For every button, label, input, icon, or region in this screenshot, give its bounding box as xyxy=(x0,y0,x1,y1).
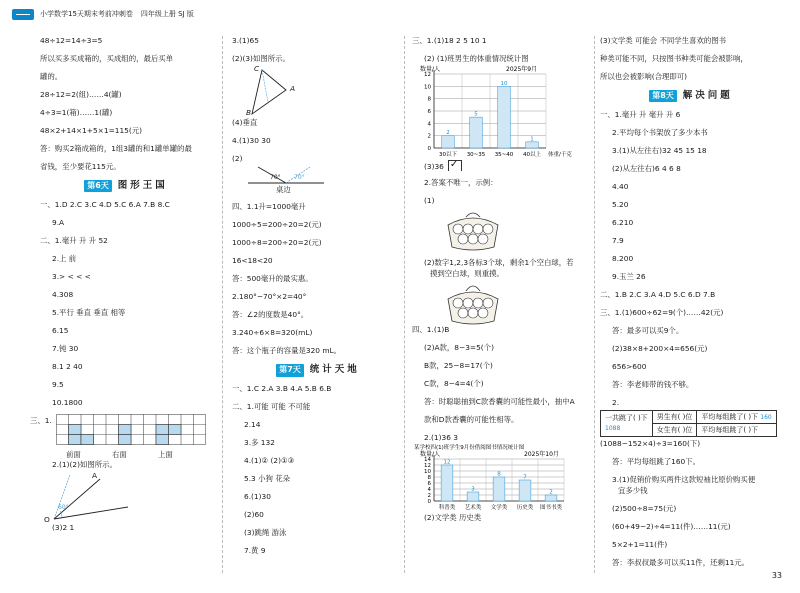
answer-line: 四、1.1升=1000毫升 xyxy=(232,202,306,212)
x-tick-label: 历史类 xyxy=(516,505,534,512)
answer-line: (2) xyxy=(232,154,243,164)
section-title: 解决问题 xyxy=(682,90,733,102)
data-label: 5 xyxy=(474,111,478,118)
answer-line: 罐的。 xyxy=(40,71,63,81)
chart-title: 某学校四(1)班学生9月份借阅图书情况统计图 xyxy=(414,445,525,452)
view-label-top: 上面 xyxy=(158,450,173,460)
answer-line: (3)跳绳 游泳 xyxy=(244,528,287,538)
y-tick-label: 12 xyxy=(424,72,431,79)
section-heading-day7 xyxy=(232,361,404,379)
triangle-figure xyxy=(232,64,404,118)
answer-line: 答：李老师带的钱不够。 xyxy=(612,380,694,390)
day-badge: 第6天 xyxy=(84,180,112,192)
y-tick-label: 8 xyxy=(427,96,431,103)
y-tick-label: 0 xyxy=(427,146,431,153)
table-cell: 女生有( )位 xyxy=(652,424,697,437)
ball-bag-icon xyxy=(438,279,508,325)
answer-line: 5.3 小狗 花朵 xyxy=(244,474,291,484)
filled-value: 1088 xyxy=(605,425,621,433)
answer-line: 28÷12=2(组)……4(罐) xyxy=(40,89,122,99)
data-label: 2 xyxy=(446,130,450,137)
answer-line: 答：最多可以买9个。 xyxy=(612,326,684,336)
data-label: 10 xyxy=(500,81,508,88)
table-cell: 平均每组跳了( )下 xyxy=(697,424,776,437)
answer-line: 1000÷5=200÷20=2(元) xyxy=(232,220,322,230)
spine-divider xyxy=(404,36,405,573)
view-grid xyxy=(56,414,206,448)
answer-line: 答：时聪聪抽到C款香囊的可能性最小，抽中A xyxy=(424,396,575,406)
table-cell-text: 平均每组跳了( )下 xyxy=(701,412,759,421)
point-label: A xyxy=(92,470,98,480)
ball-bag-icon xyxy=(438,207,508,251)
answer-text: (3)36 xyxy=(424,162,444,171)
column-4 xyxy=(600,36,782,568)
data-label: 3 xyxy=(471,486,475,493)
answer-line: 2.上 前 xyxy=(52,254,77,264)
answer-line: 9.玉兰 26 xyxy=(612,272,646,282)
y-tick-label: 4 xyxy=(427,487,431,494)
x-tick-label: 30以下 xyxy=(439,152,457,159)
column-divider xyxy=(594,36,595,573)
view-label-right: 右面 xyxy=(112,450,127,460)
section-heading-day6 xyxy=(40,177,212,195)
answer-line: 5.平行 垂直 垂直 相等 xyxy=(52,308,126,318)
answer-line: 5×2+1=11(件) xyxy=(612,539,668,549)
day-badge: 第7天 xyxy=(276,364,304,376)
point-label: O xyxy=(44,514,50,524)
answer-line: (2)从左往右)6 4 6 8 xyxy=(612,164,681,174)
answer-line: (2)数字1,2,3各标3个球，剩余1个空白球，若 xyxy=(424,258,574,268)
column-2 xyxy=(232,36,404,557)
angle-drawing xyxy=(48,471,128,523)
answer-line: (2)(3)如图所示。 xyxy=(232,53,290,63)
brand-logo xyxy=(12,9,34,20)
answer-line: 2. xyxy=(612,398,620,408)
answer-line: (2)A款，8−3=5(个) xyxy=(424,342,494,352)
answer-line: 6.210 xyxy=(612,218,634,228)
answer-line: 摸到空白球，则重摸。 xyxy=(430,268,504,278)
desk-angle-figure xyxy=(232,165,404,195)
answer-line: 二、1.B 2.C 3.A 4.D 5.C 6.D 7.B xyxy=(600,290,716,300)
answer-line: 48×2+14×1+5×1=115(元) xyxy=(40,125,143,135)
answer-line: 4÷3=1(箱)……1(罐) xyxy=(40,107,113,117)
answer-line: 所以买多买成箱的，买成组的，最后买单 xyxy=(40,53,174,63)
column-3 xyxy=(412,36,588,523)
y-tick-label: 2 xyxy=(427,493,431,500)
check-box-icon xyxy=(448,160,462,170)
table-cell xyxy=(601,411,653,437)
answer-line: 6.(1)30 xyxy=(244,492,271,502)
answer-line: 2.答案不唯一，示例： xyxy=(424,178,498,188)
y-tick-label: 2 xyxy=(427,133,431,140)
y-tick-label: 12 xyxy=(424,463,431,470)
chart-date: 2025年9月 xyxy=(506,66,538,74)
y-axis-label: 数量/人 xyxy=(420,451,441,459)
answer-line: B款，25−8=17(个) xyxy=(424,360,493,370)
answer-line: (60+49−2)÷4=11(件)……11(元) xyxy=(612,521,731,531)
bar xyxy=(519,480,531,501)
x-tick-label: 科普类 xyxy=(438,505,456,512)
answer-line: 1000÷8=200÷20=2(元) xyxy=(232,238,322,248)
bar xyxy=(545,495,557,501)
answer-line: (3)2 1 xyxy=(52,522,75,532)
answer-line: 10.1800 xyxy=(52,398,83,408)
answer-line: 3.(1)促销价购买两件这款短袖比原价购买便 xyxy=(612,475,756,485)
answer-line: 所以也会被影响(合理即可) xyxy=(600,71,688,81)
answer-line: 16<18<20 xyxy=(232,256,273,266)
answer-line: 省钱，至少要花115元。 xyxy=(40,161,121,171)
answer-line: C款，8−4=4(个) xyxy=(424,378,484,388)
bar xyxy=(441,465,453,501)
x-tick-label: 文学类 xyxy=(490,505,508,512)
answer-line: (2)文学类 历史类 xyxy=(424,513,482,523)
section-title: 图形王国 xyxy=(117,180,168,192)
x-tick-label: 图书书类 xyxy=(539,505,563,512)
weight-bar-chart xyxy=(412,64,588,160)
answer-line: 一、1.D 2.C 3.C 4.D 5.C 6.A 7.B 8.C xyxy=(40,200,170,210)
answer-line: 4.40 xyxy=(612,182,629,192)
answer-line: 答：500毫升的最实惠。 xyxy=(232,274,313,284)
y-tick-label: 6 xyxy=(427,481,431,488)
answer-line: 3.> < < < xyxy=(52,272,91,282)
bar xyxy=(493,477,505,501)
question-number: 三、1. xyxy=(30,416,52,426)
answer-line: 8.200 xyxy=(612,254,634,264)
answer-line: 二、1.毫升 升 升 52 xyxy=(40,236,108,246)
three-views-figure xyxy=(30,414,212,460)
bar xyxy=(498,87,511,149)
answer-line: 9.5 xyxy=(52,380,64,390)
answer-line: 3.(1)从左往右)32 45 15 18 xyxy=(612,146,707,156)
answer-line: 2.180°−70°×2=40° xyxy=(232,292,307,302)
answer-line: 656>600 xyxy=(612,362,647,372)
answer-line: 7.9 xyxy=(612,236,624,246)
answer-line: (2)38×8+200×4=656(元) xyxy=(612,344,708,354)
answer-line: 5.20 xyxy=(612,200,629,210)
answer-line: 答：购买2箱成箱的，1组3罐的和1罐单罐的最 xyxy=(40,143,192,153)
data-label: 12 xyxy=(443,459,451,466)
answer-line: (1) xyxy=(424,196,435,206)
vertex-label: C xyxy=(254,64,260,74)
answer-line: 答：李叔叔最多可以买11件，还剩11元。 xyxy=(612,557,750,567)
header-title xyxy=(40,9,194,19)
data-label: 8 xyxy=(497,471,501,478)
column-1 xyxy=(30,36,212,533)
answer-line: 3.多 132 xyxy=(244,438,275,448)
library-bar-chart xyxy=(412,443,588,513)
table-cell xyxy=(697,411,776,424)
answer-line xyxy=(412,160,588,170)
answer-line: 一、1.C 2.A 3.B 4.A 5.B 6.B xyxy=(232,384,332,394)
column-divider xyxy=(222,36,223,573)
answer-line: 7.钝 30 xyxy=(52,344,79,354)
answer-line: 4.308 xyxy=(52,290,74,300)
x-tick-label: 40以上 xyxy=(523,152,541,159)
answer-line: 一、1.毫升 升 毫升 升 6 xyxy=(600,110,681,120)
answer-line: 三、1.(1)18 2 5 10 1 xyxy=(412,36,487,45)
x-tick-label: 艺术类 xyxy=(464,505,482,512)
section-heading-day8 xyxy=(600,87,782,105)
answer-line: (2) (1)班男生的体重情况统计图 xyxy=(424,53,529,63)
section-title: 统计天地 xyxy=(309,364,360,376)
x-axis-label: 体重/千克 xyxy=(548,152,572,159)
y-axis-label: 数量/人 xyxy=(420,66,441,74)
answer-line: (2)500÷8=75(元) xyxy=(612,503,677,513)
answer-line: 8.1 2 40 xyxy=(52,362,83,372)
answer-line: 答：平均每组跳了160下。 xyxy=(612,457,701,467)
angle-label: 70° xyxy=(294,173,305,181)
x-tick-label: 30~35 xyxy=(466,152,486,159)
answer-line: 答：这个瓶子的容量是320 mL。 xyxy=(232,346,342,356)
filled-value: 160 xyxy=(760,413,772,421)
answer-line: (2)60 xyxy=(244,510,264,520)
data-label: 7 xyxy=(523,474,527,481)
vertex-label: B xyxy=(246,108,252,118)
x-tick-label: 35~40 xyxy=(494,152,514,159)
answer-line: 4.(1)② (2)①③ xyxy=(244,456,295,466)
answer-line: (3)文学类 可能会 不同学生喜欢的图书 xyxy=(600,36,727,45)
bar xyxy=(442,136,455,148)
y-tick-label: 10 xyxy=(424,469,431,476)
answer-line: 2.(1)(2)如图所示。 xyxy=(52,460,117,470)
answer-line: 答：∠2的度数是40°。 xyxy=(232,310,309,320)
answer-line: 3.(1)65 xyxy=(232,36,259,45)
answer-line: 7.黄 9 xyxy=(244,546,266,556)
answer-line: 2.(1)36 3 xyxy=(424,432,458,442)
answer-line: 款和D款香囊的可能性相等。 xyxy=(424,414,519,424)
y-tick-label: 0 xyxy=(427,499,431,506)
answer-line: 4.(1)30 30 xyxy=(232,136,271,146)
data-label: 2 xyxy=(549,489,553,496)
answer-line: 种类可能不同，只按图书种类可能会被影响， xyxy=(600,53,748,63)
answer-line: 二、1.可能 可能 不可能 xyxy=(232,402,311,412)
grade-label: 四年级上册 SJ 版 xyxy=(140,9,194,18)
data-label: 1 xyxy=(530,136,534,143)
answer-line: 四、1.(1)B xyxy=(412,324,450,334)
answer-line: (4)垂直 xyxy=(232,118,258,128)
jump-rope-table xyxy=(600,410,777,437)
view-label-front: 前面 xyxy=(66,450,81,460)
y-tick-label: 14 xyxy=(424,457,431,464)
table-cell-text: 一共跳了( )下 xyxy=(605,414,648,423)
answer-line: 9.A xyxy=(52,218,65,228)
angle-label: 60° xyxy=(58,503,69,511)
y-tick-label: 8 xyxy=(427,475,431,482)
vertex-label: A xyxy=(290,84,296,94)
angle-figure xyxy=(40,471,212,523)
page-number: 33 xyxy=(771,570,782,580)
page-header xyxy=(12,7,392,21)
answer-line: 6.15 xyxy=(52,326,69,336)
y-tick-label: 4 xyxy=(427,121,431,128)
bar xyxy=(470,117,483,148)
chart-date: 2025年10月 xyxy=(524,451,559,459)
angle-label: 70° xyxy=(270,173,281,181)
answer-line: 2.14 xyxy=(244,420,261,430)
y-tick-label: 10 xyxy=(424,84,431,91)
day-badge: 第8天 xyxy=(649,90,677,102)
answer-line: 宜多少钱 xyxy=(618,485,648,495)
book-title: 小学数学15天期末考前冲刺卷 xyxy=(40,9,133,18)
answer-line: 48÷12=14÷3=5 xyxy=(40,36,103,45)
bar xyxy=(467,492,479,501)
answer-line: 2.平均每个书架放了多少本书 xyxy=(612,128,708,138)
y-tick-label: 6 xyxy=(427,109,431,116)
table-cell: 男生有( )位 xyxy=(652,411,697,424)
desk-edge-label: 桌边 xyxy=(276,184,291,194)
answer-line: 3.240÷6×8=320(mL) xyxy=(232,328,313,338)
answer-line: 三、1.(1)600÷62=9(个)……42(元) xyxy=(600,308,724,318)
answer-line: (1088−152×4)÷3=160(下) xyxy=(600,439,701,449)
bar xyxy=(526,142,539,148)
